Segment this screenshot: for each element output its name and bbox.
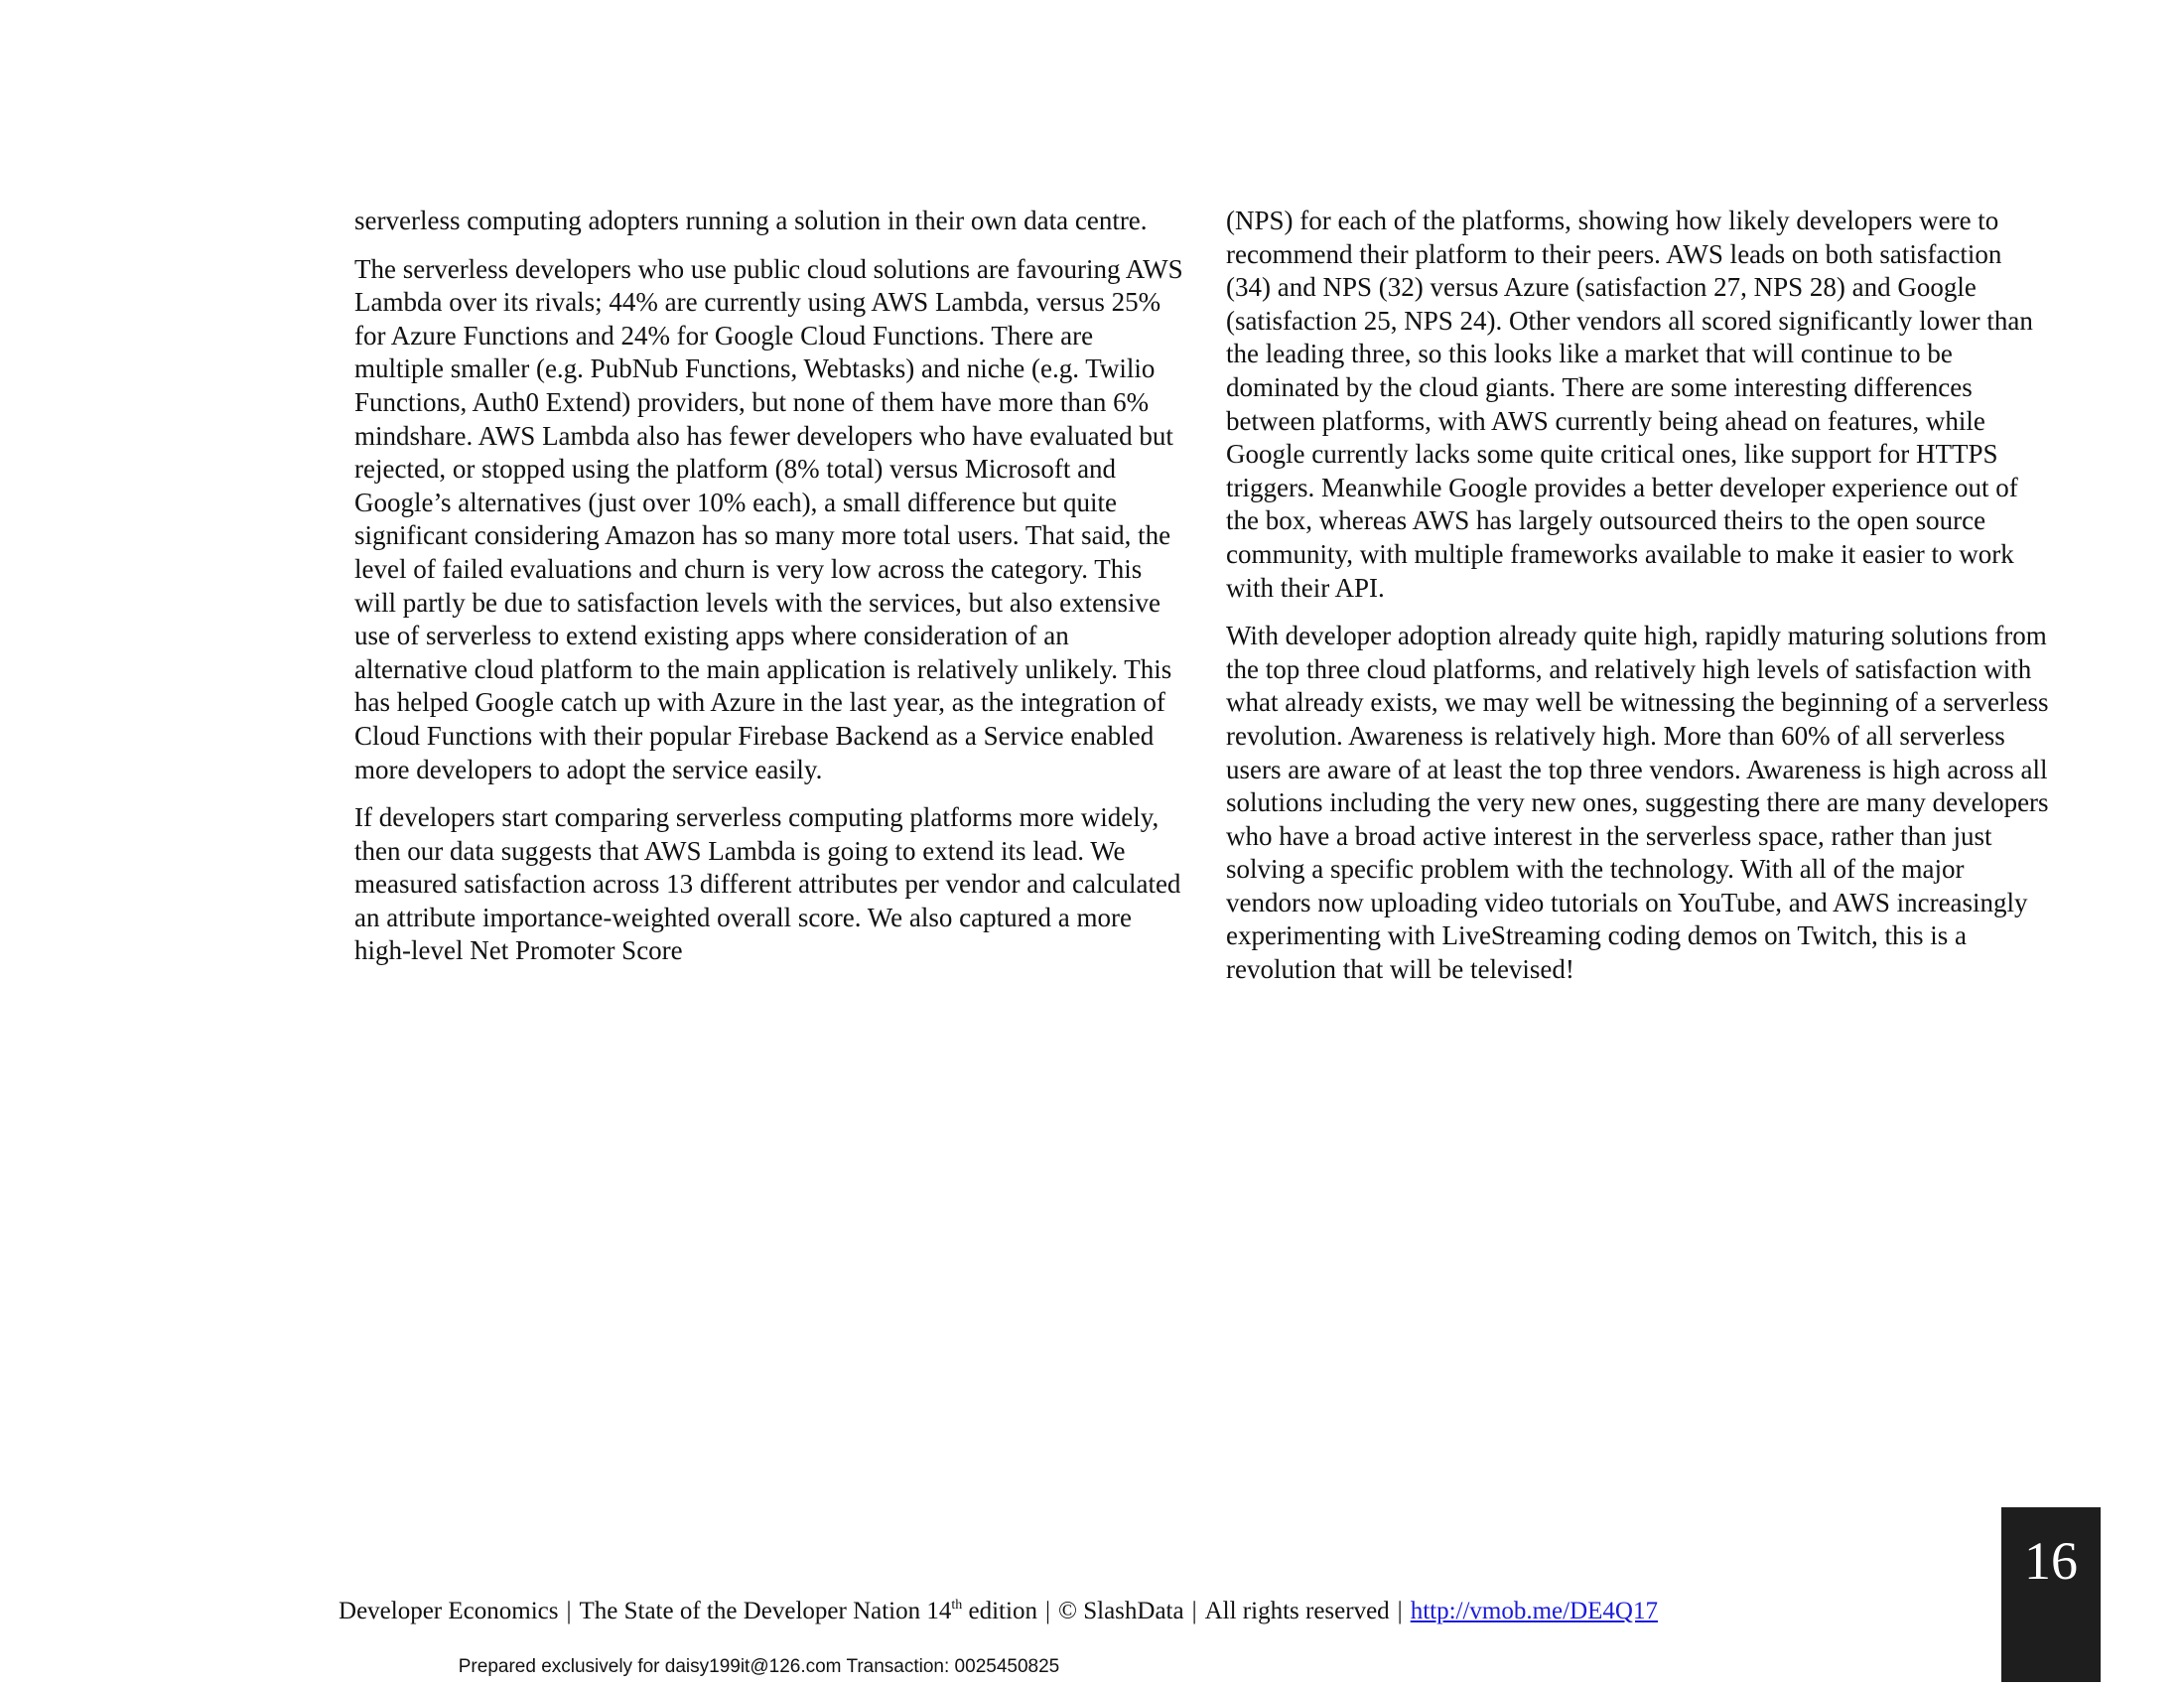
footer-brand: Developer Economics (339, 1598, 559, 1624)
right-column (1226, 205, 2050, 1002)
footer-title-suffix: edition (962, 1598, 1037, 1624)
right-paragraph-2: With developer adoption already quite high, rapidly maturing solutions from the top three cloud platforms, and relatively high levels of satisfaction with what already exists, we may well be witnessing the beginning of a serverless revolution. Awareness is relatively high. More than 60% of all serverless users are aware of at least the top three vendors. Awareness is high across all solutions including the very new ones, suggesting there are many developers who have a broad active interest in the serverless space, rather than just solving a specific problem with the technology. With all of the major vendors now uploading video tutorials on YouTube, and AWS increasingly experimenting with LiveStreaming coding demos on Twitch, this is a revolution that will be televised! (1226, 621, 2049, 985)
right-paragraph-1: (NPS) for each of the platforms, showing how likely developers were to recommend their platform to their peers. AWS leads on both satisfaction (34) and NPS (32) versus Azure (satisfaction 27, NPS 28) and Google (satisfaction 25, NPS 24). Other vendors all scored significantly lower than the leading three, so this looks like a market that will continue to be dominated by the cloud giants. There are some interesting differences between platforms, with AWS currently being ahead on features, while Google currently lacks some quite critical ones, like support for HTTPS triggers. Meanwhile Google provides a better developer experience out of the box, whereas AWS has largely outsourced theirs to the open source community, with multiple frameworks available to make it easier to work with their API. (1226, 206, 2033, 603)
page-number-box (2001, 1507, 2101, 1682)
footer (0, 1598, 1996, 1625)
footer-title-text: The State of the Developer Nation 14 (579, 1598, 952, 1624)
footer-title (579, 1598, 1036, 1624)
footer-separator: | (566, 1598, 572, 1624)
footer-separator: | (1191, 1598, 1197, 1624)
left-column (354, 205, 1183, 983)
footer-rights: All rights reserved (1204, 1598, 1390, 1624)
footer-separator: | (1044, 1598, 1050, 1624)
footer-link[interactable]: http://vmob.me/DE4Q17 (1410, 1598, 1658, 1624)
prepared-for-notice: Prepared exclusively for daisy199it@126.com Transaction: 0025450825 (458, 1656, 1060, 1677)
page-number: 16 (2024, 1531, 2078, 1591)
footer-copyright: © SlashData (1057, 1598, 1184, 1624)
left-paragraph-1: serverless computing adopters running a solution in their own data centre. (354, 206, 1148, 235)
footer-title-superscript: th (951, 1598, 963, 1613)
left-paragraph-2: The serverless developers who use public cloud solutions are favouring AWS Lambda over its rivals; 44% are currently using AWS Lambda, versus 25% for Azure Functions and 24% for Google Cloud Functions. There are multiple smaller (e.g. PubNub Functions, Webtasks) and niche (e.g. Twilio Functions, Auth0 Extend) providers, but none of them have more than 6% mindshare. AWS Lambda also has fewer developers who have evaluated but rejected, or stopped using the platform (8% total) versus Microsoft and Google’s alternatives (just over 10% each), a small difference but quite significant considering Amazon has so many more total users. That said, the level of failed evaluations and churn is very low across the category. This will partly be due to satisfaction levels with the services, but also extensive use of serverless to extend existing apps where consideration of an alternative cloud platform to the main application is relatively unlikely. This has helped Google catch up with Azure in the last year, as the integration of Cloud Functions with their popular Firebase Backend as a Service enabled more developers to adopt the service easily. (354, 253, 1183, 784)
left-paragraph-3: If developers start comparing serverless computing platforms more widely, then our data suggests that AWS Lambda is going to extend its lead. We measured satisfaction across 13 different attributes per vendor and calculated an attribute importance-weighted overall score. We also captured a more high-level Net Promoter Score (354, 802, 1181, 966)
footer-separator: | (1397, 1598, 1403, 1624)
